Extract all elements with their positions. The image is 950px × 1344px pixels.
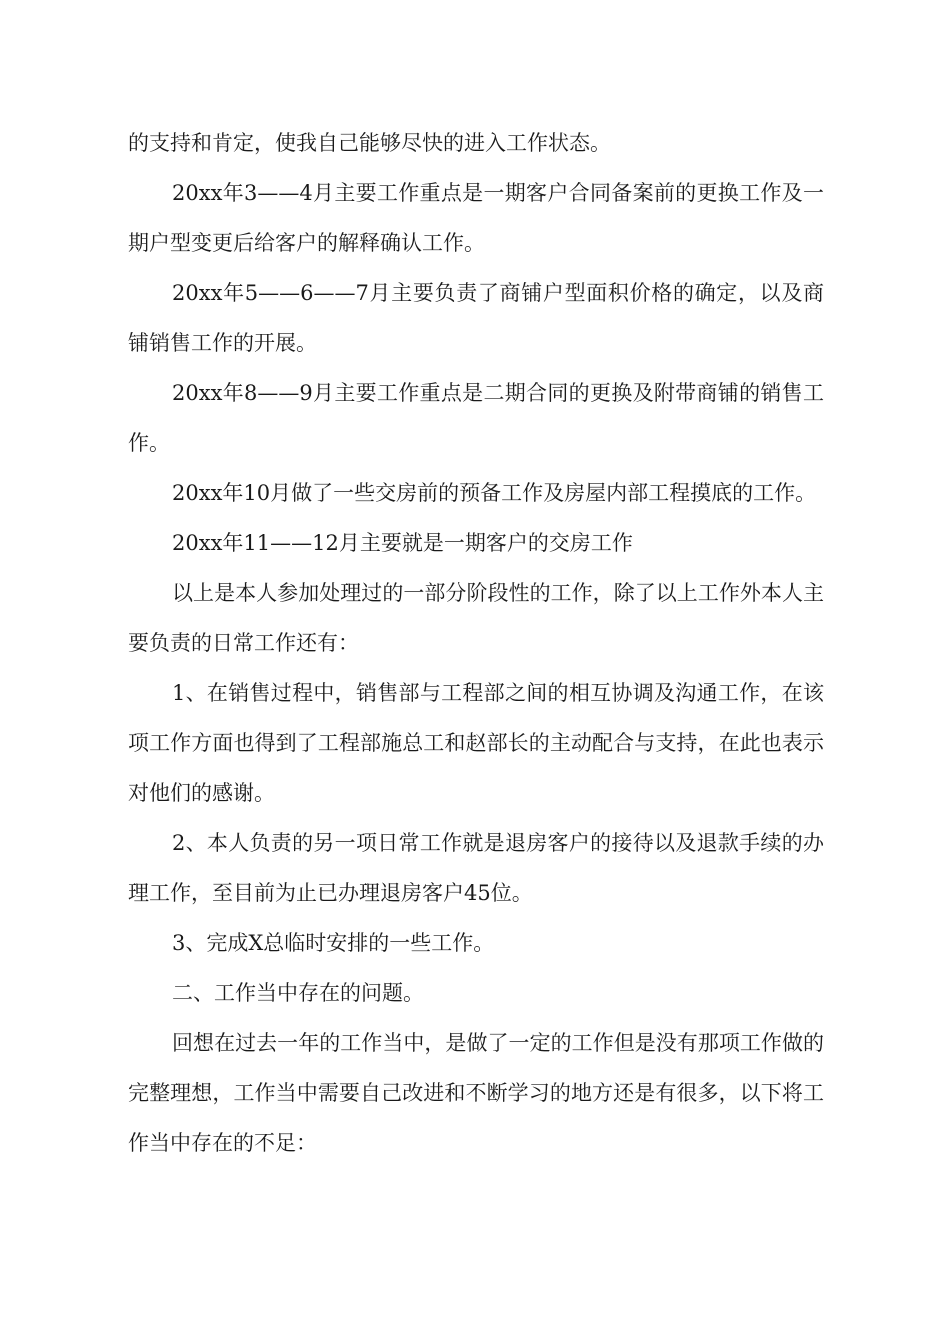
paragraph-november-december: 20xx年11——12月主要就是一期客户的交房工作 xyxy=(172,531,633,555)
section-heading-problems: 二、工作当中存在的问题。 xyxy=(172,981,424,1005)
paragraph-daily-work-intro: 以上是本人参加处理过的一部分阶段性的工作，除了以上工作外本人主要负责的日常工作还有： xyxy=(128,581,824,655)
list-item-2: 2、本人负责的另一项日常工作就是退房客户的接待以及退款手续的办理工作，至目前为止已办理退房客户45位。 xyxy=(128,831,824,905)
paragraph-october: 20xx年10月做了一些交房前的预备工作及房屋内部工程摸底的工作。 xyxy=(172,481,817,505)
paragraph-reflection: 回想在过去一年的工作当中，是做了一定的工作但是没有那项工作做的完整理想，工作当中需要自己改进和不断学习的地方还是有很多，以下将工作当中存在的不足： xyxy=(128,1031,824,1155)
document-body xyxy=(128,118,824,1168)
list-item-3: 3、完成X总临时安排的一些工作。 xyxy=(172,931,495,955)
paragraph-august-september: 20xx年8——9月主要工作重点是二期合同的更换及附带商铺的销售工作。 xyxy=(128,381,824,455)
paragraph-march-april: 20xx年3——4月主要工作重点是一期客户合同备案前的更换工作及一期户型变更后给客户的解释确认工作。 xyxy=(128,181,824,255)
paragraph-continuation: 的支持和肯定，使我自己能够尽快的进入工作状态。 xyxy=(128,131,611,155)
list-item-1: 1、在销售过程中，销售部与工程部之间的相互协调及沟通工作，在该项工作方面也得到了工程部施总工和赵部长的主动配合与支持，在此也表示对他们的感谢。 xyxy=(128,681,824,805)
paragraph-may-july: 20xx年5——6——7月主要负责了商铺户型面积价格的确定，以及商铺销售工作的开展。 xyxy=(128,281,824,355)
